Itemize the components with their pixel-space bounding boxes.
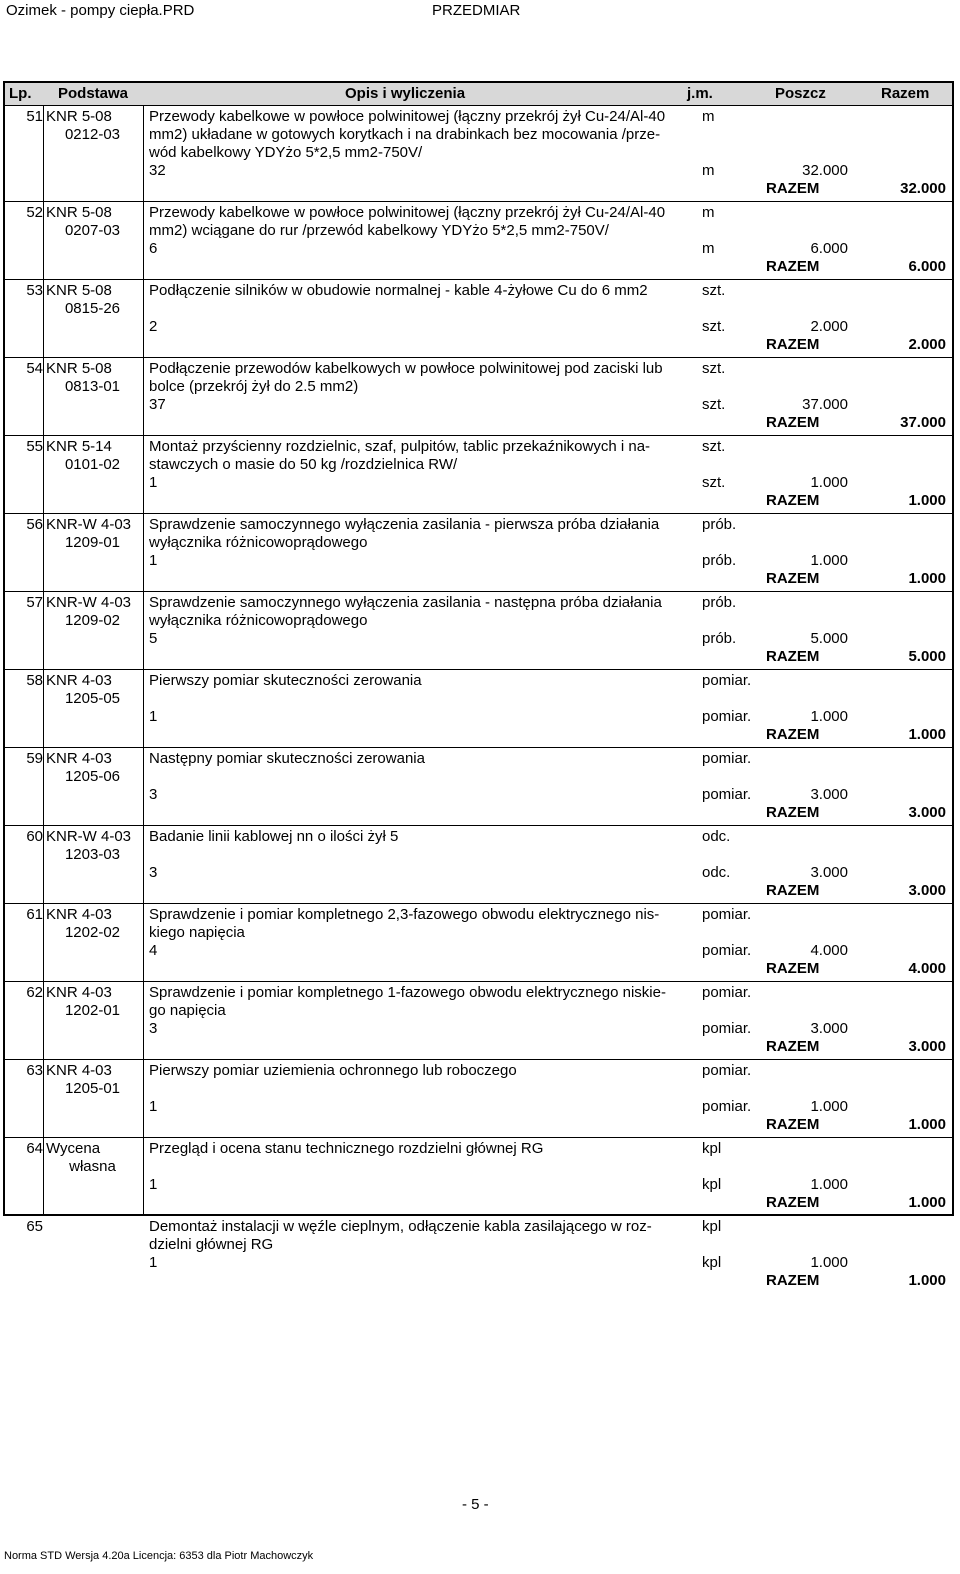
row-partial: 1.000 (810, 1176, 848, 1193)
row-number: 63 (26, 1062, 43, 1079)
row-unit: szt. (702, 438, 726, 455)
table-row (5, 670, 952, 748)
row-basis: 0212-03 (64, 126, 121, 143)
row-partial: 32.000 (802, 162, 848, 179)
col-opis: Opis i wyliczenia (345, 85, 466, 102)
table-body (5, 106, 952, 1293)
row-description: Badanie linii kablowej nn o ilości żył 5 (149, 828, 399, 845)
row-partial: 5.000 (810, 630, 848, 647)
row-description: Sprawdzenie i pomiar kompletnego 1-fazowego obwodu elektrycznego niskie- (149, 984, 666, 1001)
row-description: stawczych o masie do 50 kg /rozdzielnica RW/ (149, 456, 458, 473)
row-number: 61 (26, 906, 43, 923)
table-row (5, 280, 952, 358)
row-number: 56 (26, 516, 43, 533)
table-row (5, 358, 952, 436)
row-basis: KNR 5-14 (46, 438, 112, 455)
row-description: Pierwszy pomiar uziemienia ochronnego lub roboczego (149, 1062, 517, 1079)
row-description: wyłącznika różnicowoprądowego (149, 534, 368, 551)
row-basis: 1205-06 (64, 768, 121, 785)
col-jm: j.m. (687, 85, 713, 102)
row-description: Podłączenie silników w obudowie normalnej - kable 4-żyłowe Cu do 6 mm2 (149, 282, 648, 299)
row-quantity: 37 (149, 396, 166, 413)
row-quantity: 4 (149, 942, 158, 959)
table-row (5, 1060, 952, 1138)
row-basis: KNR 5-08 (46, 360, 112, 377)
row-unit: odc. (702, 828, 731, 845)
row-partial: 3.000 (810, 864, 848, 881)
row-quantity-unit: pomiar. (702, 786, 752, 803)
row-total-label: RAZEM (766, 1194, 820, 1211)
row-basis: 0813-01 (64, 378, 121, 395)
row-unit: kpl (702, 1140, 722, 1157)
table-row (5, 826, 952, 904)
row-quantity: 1 (149, 552, 158, 569)
row-description: Przewody kabelkowe w powłoce polwinitowej (łączny przekrój żył Cu-24/Al-40 (149, 204, 666, 221)
row-description: Przegląd i ocena stanu technicznego rozdzielni głównej RG (149, 1140, 544, 1157)
col-razem: Razem (881, 85, 930, 102)
row-basis: własna (69, 1158, 116, 1175)
row-unit: pomiar. (702, 906, 752, 923)
row-number: 55 (26, 438, 43, 455)
row-description: mm2) układane w gotowych korytkach i na drabinkach bez mocowania /prze- (149, 126, 661, 143)
row-basis: 1202-02 (64, 924, 121, 941)
row-unit: szt. (702, 282, 726, 299)
row-total: 3.000 (908, 804, 946, 821)
table-row (5, 436, 952, 514)
row-description: Następny pomiar skuteczności zerowania (149, 750, 425, 767)
table-row (5, 106, 952, 202)
row-total-label: RAZEM (766, 804, 820, 821)
row-quantity: 5 (149, 630, 158, 647)
row-basis: KNR-W 4-03 (46, 516, 132, 533)
row-total-label: RAZEM (766, 1038, 820, 1055)
row-description: kiego napięcia (149, 924, 245, 941)
table-row (5, 748, 952, 826)
row-quantity-unit: prób. (702, 630, 737, 647)
table-row (5, 202, 952, 280)
row-description: Sprawdzenie i pomiar kompletnego 2,3-fazowego obwodu elektrycznego nis- (149, 906, 660, 923)
document-title: Ozimek - pompy ciepła.PRD (6, 2, 195, 19)
row-basis: KNR 5-08 (46, 204, 112, 221)
row-total: 1.000 (908, 1272, 946, 1289)
row-unit: prób. (702, 594, 737, 611)
row-unit: pomiar. (702, 1062, 752, 1079)
footer-license: Norma STD Wersja 4.20a Licencja: 6353 dla Piotr Machowczyk (4, 1550, 314, 1562)
row-basis: KNR-W 4-03 (46, 828, 132, 845)
row-basis: 0101-02 (64, 456, 121, 473)
row-unit: m (702, 204, 715, 221)
row-unit: m (702, 108, 715, 125)
row-partial: 3.000 (810, 1020, 848, 1037)
row-total-label: RAZEM (766, 492, 820, 509)
row-total: 37.000 (900, 414, 946, 431)
row-unit: prób. (702, 516, 737, 533)
row-total: 1.000 (908, 726, 946, 743)
row-quantity-unit: pomiar. (702, 708, 752, 725)
row-basis: 0815-26 (64, 300, 121, 317)
row-description: Pierwszy pomiar skuteczności zerowania (149, 672, 422, 689)
row-unit: pomiar. (702, 672, 752, 689)
row-total-label: RAZEM (766, 570, 820, 587)
row-description: dzielni głównej RG (149, 1236, 274, 1253)
row-number: 52 (26, 204, 43, 221)
row-unit: kpl (702, 1218, 722, 1235)
row-quantity: 1 (149, 474, 158, 491)
table-row (5, 1138, 952, 1216)
row-total-label: RAZEM (766, 960, 820, 977)
row-basis: 1205-05 (64, 690, 121, 707)
estimate-table (3, 81, 954, 1289)
row-description: bolce (przekrój żył do 2.5 mm2) (149, 378, 359, 395)
row-quantity: 1 (149, 708, 158, 725)
row-total-label: RAZEM (766, 1116, 820, 1133)
row-total: 4.000 (908, 960, 946, 977)
table-row (5, 982, 952, 1060)
row-partial: 1.000 (810, 1254, 848, 1271)
row-partial: 1.000 (810, 474, 848, 491)
row-basis: 1209-02 (64, 612, 121, 629)
row-description: mm2) wciągane do rur /przewód kabelkowy YDYżo 5*2,5 mm2-750V/ (149, 222, 609, 239)
row-number: 53 (26, 282, 43, 299)
row-number: 58 (26, 672, 43, 689)
row-basis: KNR 5-08 (46, 282, 112, 299)
row-total-label: RAZEM (766, 336, 820, 353)
row-quantity: 32 (149, 162, 166, 179)
row-number: 64 (26, 1140, 43, 1157)
row-number: 51 (26, 108, 43, 125)
row-description: wyłącznika różnicowoprądowego (149, 612, 368, 629)
row-unit: szt. (702, 360, 726, 377)
row-description: Podłączenie przewodów kabelkowych w powłoce polwinitowej pod zaciski lub (149, 360, 663, 377)
row-description: Demontaż instalacji w węźle cieplnym, odłączenie kabla zasilającego w roz- (149, 1218, 652, 1235)
row-total-label: RAZEM (766, 648, 820, 665)
row-description: Przewody kabelkowe w powłoce polwinitowej (łączny przekrój żył Cu-24/Al-40 (149, 108, 666, 125)
row-quantity: 6 (149, 240, 158, 257)
row-basis: KNR 4-03 (46, 906, 112, 923)
row-total-label: RAZEM (766, 414, 820, 431)
row-basis: 0207-03 (64, 222, 121, 239)
row-partial: 37.000 (802, 396, 848, 413)
row-basis: 1209-01 (64, 534, 121, 551)
row-total-label: RAZEM (766, 258, 820, 275)
row-number: 54 (26, 360, 43, 377)
row-description: go napięcia (149, 1002, 226, 1019)
row-partial: 3.000 (810, 786, 848, 803)
col-lp: Lp. (9, 85, 32, 102)
row-quantity-unit: pomiar. (702, 1098, 752, 1115)
row-partial: 1.000 (810, 708, 848, 725)
row-quantity: 3 (149, 786, 158, 803)
row-quantity-unit: szt. (702, 318, 726, 335)
row-partial: 1.000 (810, 1098, 848, 1115)
row-quantity-unit: prób. (702, 552, 737, 569)
row-total: 6.000 (908, 258, 946, 275)
row-unit: pomiar. (702, 984, 752, 1001)
row-description: wód kabelkowy YDYżo 5*2,5 mm2-750V/ (149, 144, 423, 161)
row-basis: Wycena (46, 1140, 101, 1157)
row-basis: KNR 5-08 (46, 108, 112, 125)
row-number: 65 (26, 1218, 43, 1235)
row-total-label: RAZEM (766, 882, 820, 899)
row-total: 32.000 (900, 180, 946, 197)
row-quantity-unit: odc. (702, 864, 731, 881)
row-description: Montaż przyścienny rozdzielnic, szaf, pulpitów, tablic przekaźnikowych i na- (149, 438, 651, 455)
row-description: Sprawdzenie samoczynnego wyłączenia zasilania - następna próba działania (149, 594, 662, 611)
row-quantity: 1 (149, 1098, 158, 1115)
row-number: 62 (26, 984, 43, 1001)
row-quantity-unit: pomiar. (702, 942, 752, 959)
row-basis: 1205-01 (64, 1080, 121, 1097)
page-number: - 5 - (462, 1496, 489, 1513)
document-type: PRZEDMIAR (432, 2, 521, 19)
col-poszcz: Poszcz (775, 85, 826, 102)
row-total: 3.000 (908, 1038, 946, 1055)
row-quantity: 1 (149, 1176, 158, 1193)
row-quantity-unit: m (702, 162, 715, 179)
table-row (5, 904, 952, 982)
row-total: 1.000 (908, 1194, 946, 1211)
row-total: 1.000 (908, 1116, 946, 1133)
row-unit: pomiar. (702, 750, 752, 767)
row-basis: KNR 4-03 (46, 672, 112, 689)
row-total: 5.000 (908, 648, 946, 665)
row-quantity: 3 (149, 1020, 158, 1037)
row-basis: KNR 4-03 (46, 1062, 112, 1079)
row-partial: 2.000 (810, 318, 848, 335)
row-total: 3.000 (908, 882, 946, 899)
row-partial: 4.000 (810, 942, 848, 959)
row-quantity: 2 (149, 318, 158, 335)
row-number: 60 (26, 828, 43, 845)
row-quantity: 1 (149, 1254, 158, 1271)
row-total-label: RAZEM (766, 180, 820, 197)
col-podstawa: Podstawa (58, 85, 129, 102)
row-total: 1.000 (908, 492, 946, 509)
row-basis: KNR 4-03 (46, 984, 112, 1001)
row-quantity-unit: szt. (702, 474, 726, 491)
row-quantity-unit: m (702, 240, 715, 257)
row-basis: 1203-03 (64, 846, 121, 863)
row-basis: KNR 4-03 (46, 750, 112, 767)
row-partial: 6.000 (810, 240, 848, 257)
row-description: Sprawdzenie samoczynnego wyłączenia zasilania - pierwsza próba działania (149, 516, 660, 533)
table-row (5, 1216, 952, 1293)
row-quantity-unit: kpl (702, 1254, 722, 1271)
row-total-label: RAZEM (766, 1272, 820, 1289)
row-quantity-unit: szt. (702, 396, 726, 413)
table-row (5, 514, 952, 592)
row-basis: 1202-01 (64, 1002, 121, 1019)
row-quantity-unit: pomiar. (702, 1020, 752, 1037)
row-total: 2.000 (908, 336, 946, 353)
row-quantity-unit: kpl (702, 1176, 722, 1193)
row-quantity: 3 (149, 864, 158, 881)
row-total-label: RAZEM (766, 726, 820, 743)
row-basis: KNR-W 4-03 (46, 594, 132, 611)
row-partial: 1.000 (810, 552, 848, 569)
row-number: 59 (26, 750, 43, 767)
table-row (5, 592, 952, 670)
table-header (5, 83, 952, 106)
row-total: 1.000 (908, 570, 946, 587)
row-number: 57 (26, 594, 43, 611)
